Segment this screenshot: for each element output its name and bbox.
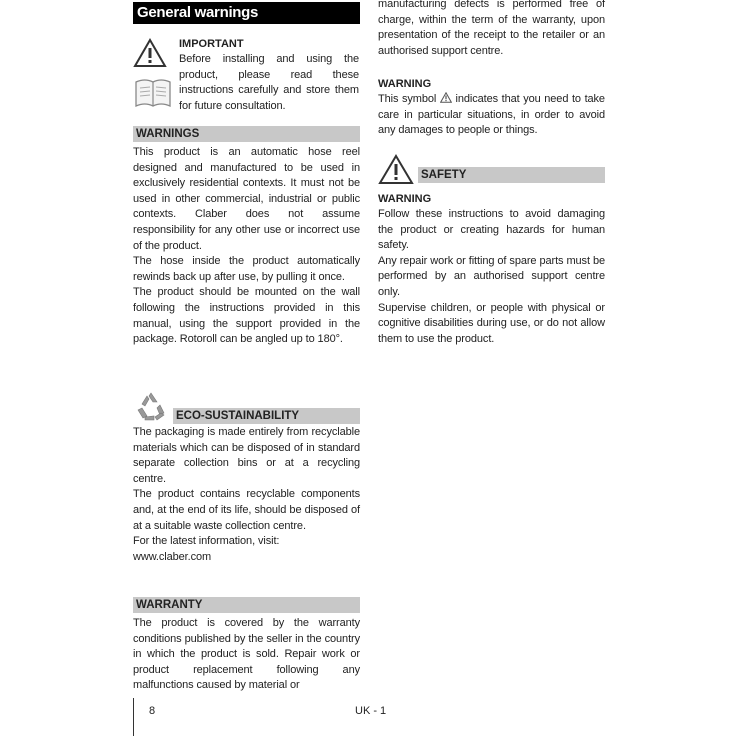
small-warning-icon bbox=[440, 92, 452, 103]
page-code: UK - 1 bbox=[355, 705, 387, 717]
page-title: General warnings bbox=[133, 2, 360, 24]
warning-symbol-text bbox=[378, 92, 605, 139]
recycle-icon bbox=[133, 390, 169, 424]
eco-paragraph-3: For the latest information, visit: bbox=[133, 535, 280, 548]
safety-paragraph-2: Any repair work or fitting of spare parts must be performed by an authorised support centre only. bbox=[378, 254, 605, 298]
eco-paragraph-2: The product contains recyclable components and, at the end of its life, should be disposed of at a suitable waste collection centre. bbox=[133, 488, 360, 532]
important-heading: IMPORTANT bbox=[179, 38, 244, 50]
warning-symbol-text-before: This symbol bbox=[378, 93, 437, 105]
eco-heading: ECO-SUSTAINABILITY bbox=[173, 408, 360, 424]
safety-subheading: WARNING bbox=[378, 193, 432, 205]
warning-symbol-heading: WARNING bbox=[378, 78, 432, 90]
warning-triangle-icon bbox=[133, 38, 167, 68]
warnings-paragraph-2: The hose inside the product automatically rewinds back up after use, by pulling it once. bbox=[133, 255, 360, 283]
safety-paragraph-3: Supervise children, or people with physical or cognitive disabilities during use, or do not allow them to use the product. bbox=[378, 301, 605, 345]
eco-paragraph-1: The packaging is made entirely from recyclable materials which can be disposed of in standard separate collection bins or at a recycling centre. bbox=[133, 426, 360, 485]
warnings-paragraph-3: The product should be mounted on the wall following the instructions provided in this manual, using the support provided in the package. Rotoroll can be angled up to 180°. bbox=[133, 286, 360, 346]
page-number: 8 bbox=[149, 705, 156, 717]
warnings-body bbox=[133, 145, 360, 348]
warranty-heading: WARRANTY bbox=[133, 597, 360, 613]
safety-heading: SAFETY bbox=[418, 167, 605, 183]
eco-url: www.claber.com bbox=[133, 550, 212, 563]
safety-warning-icon bbox=[378, 154, 414, 185]
warning-symbol-text-after: indicates that you need to take care in particular situations, in order to avoid any damages to people or things. bbox=[378, 93, 605, 137]
open-book-icon bbox=[133, 76, 173, 110]
warnings-paragraph-1: This product is an automatic hose reel designed and manufactured to be used in exclusively residential contexts. It must not be used in other commercial, industrial or public contexts. Claber does not assume responsibility for any other use or incorrect use of the product. bbox=[133, 146, 360, 252]
safety-body bbox=[378, 207, 605, 347]
warranty-paragraph-1: The product is covered by the warranty conditions published by the seller in the country in which the product is sold. Repair work or product replacement following any malfunctions caused by material or bbox=[133, 617, 360, 692]
eco-body bbox=[133, 425, 360, 565]
footer-divider bbox=[133, 698, 134, 736]
safety-paragraph-1: Follow these instructions to avoid damaging the product or creating hazards for human safety. bbox=[378, 208, 605, 252]
warranty-paragraph-continued: manufacturing defects is performed free of charge, within the term of the warranty, upon presentation of the receipt to the retailer or an authorised support centre. bbox=[378, 0, 605, 57]
important-text: Before installing and using the product, please read these instructions carefully and store them for future consultation. bbox=[179, 53, 359, 112]
warnings-heading: WARNINGS bbox=[133, 126, 360, 142]
